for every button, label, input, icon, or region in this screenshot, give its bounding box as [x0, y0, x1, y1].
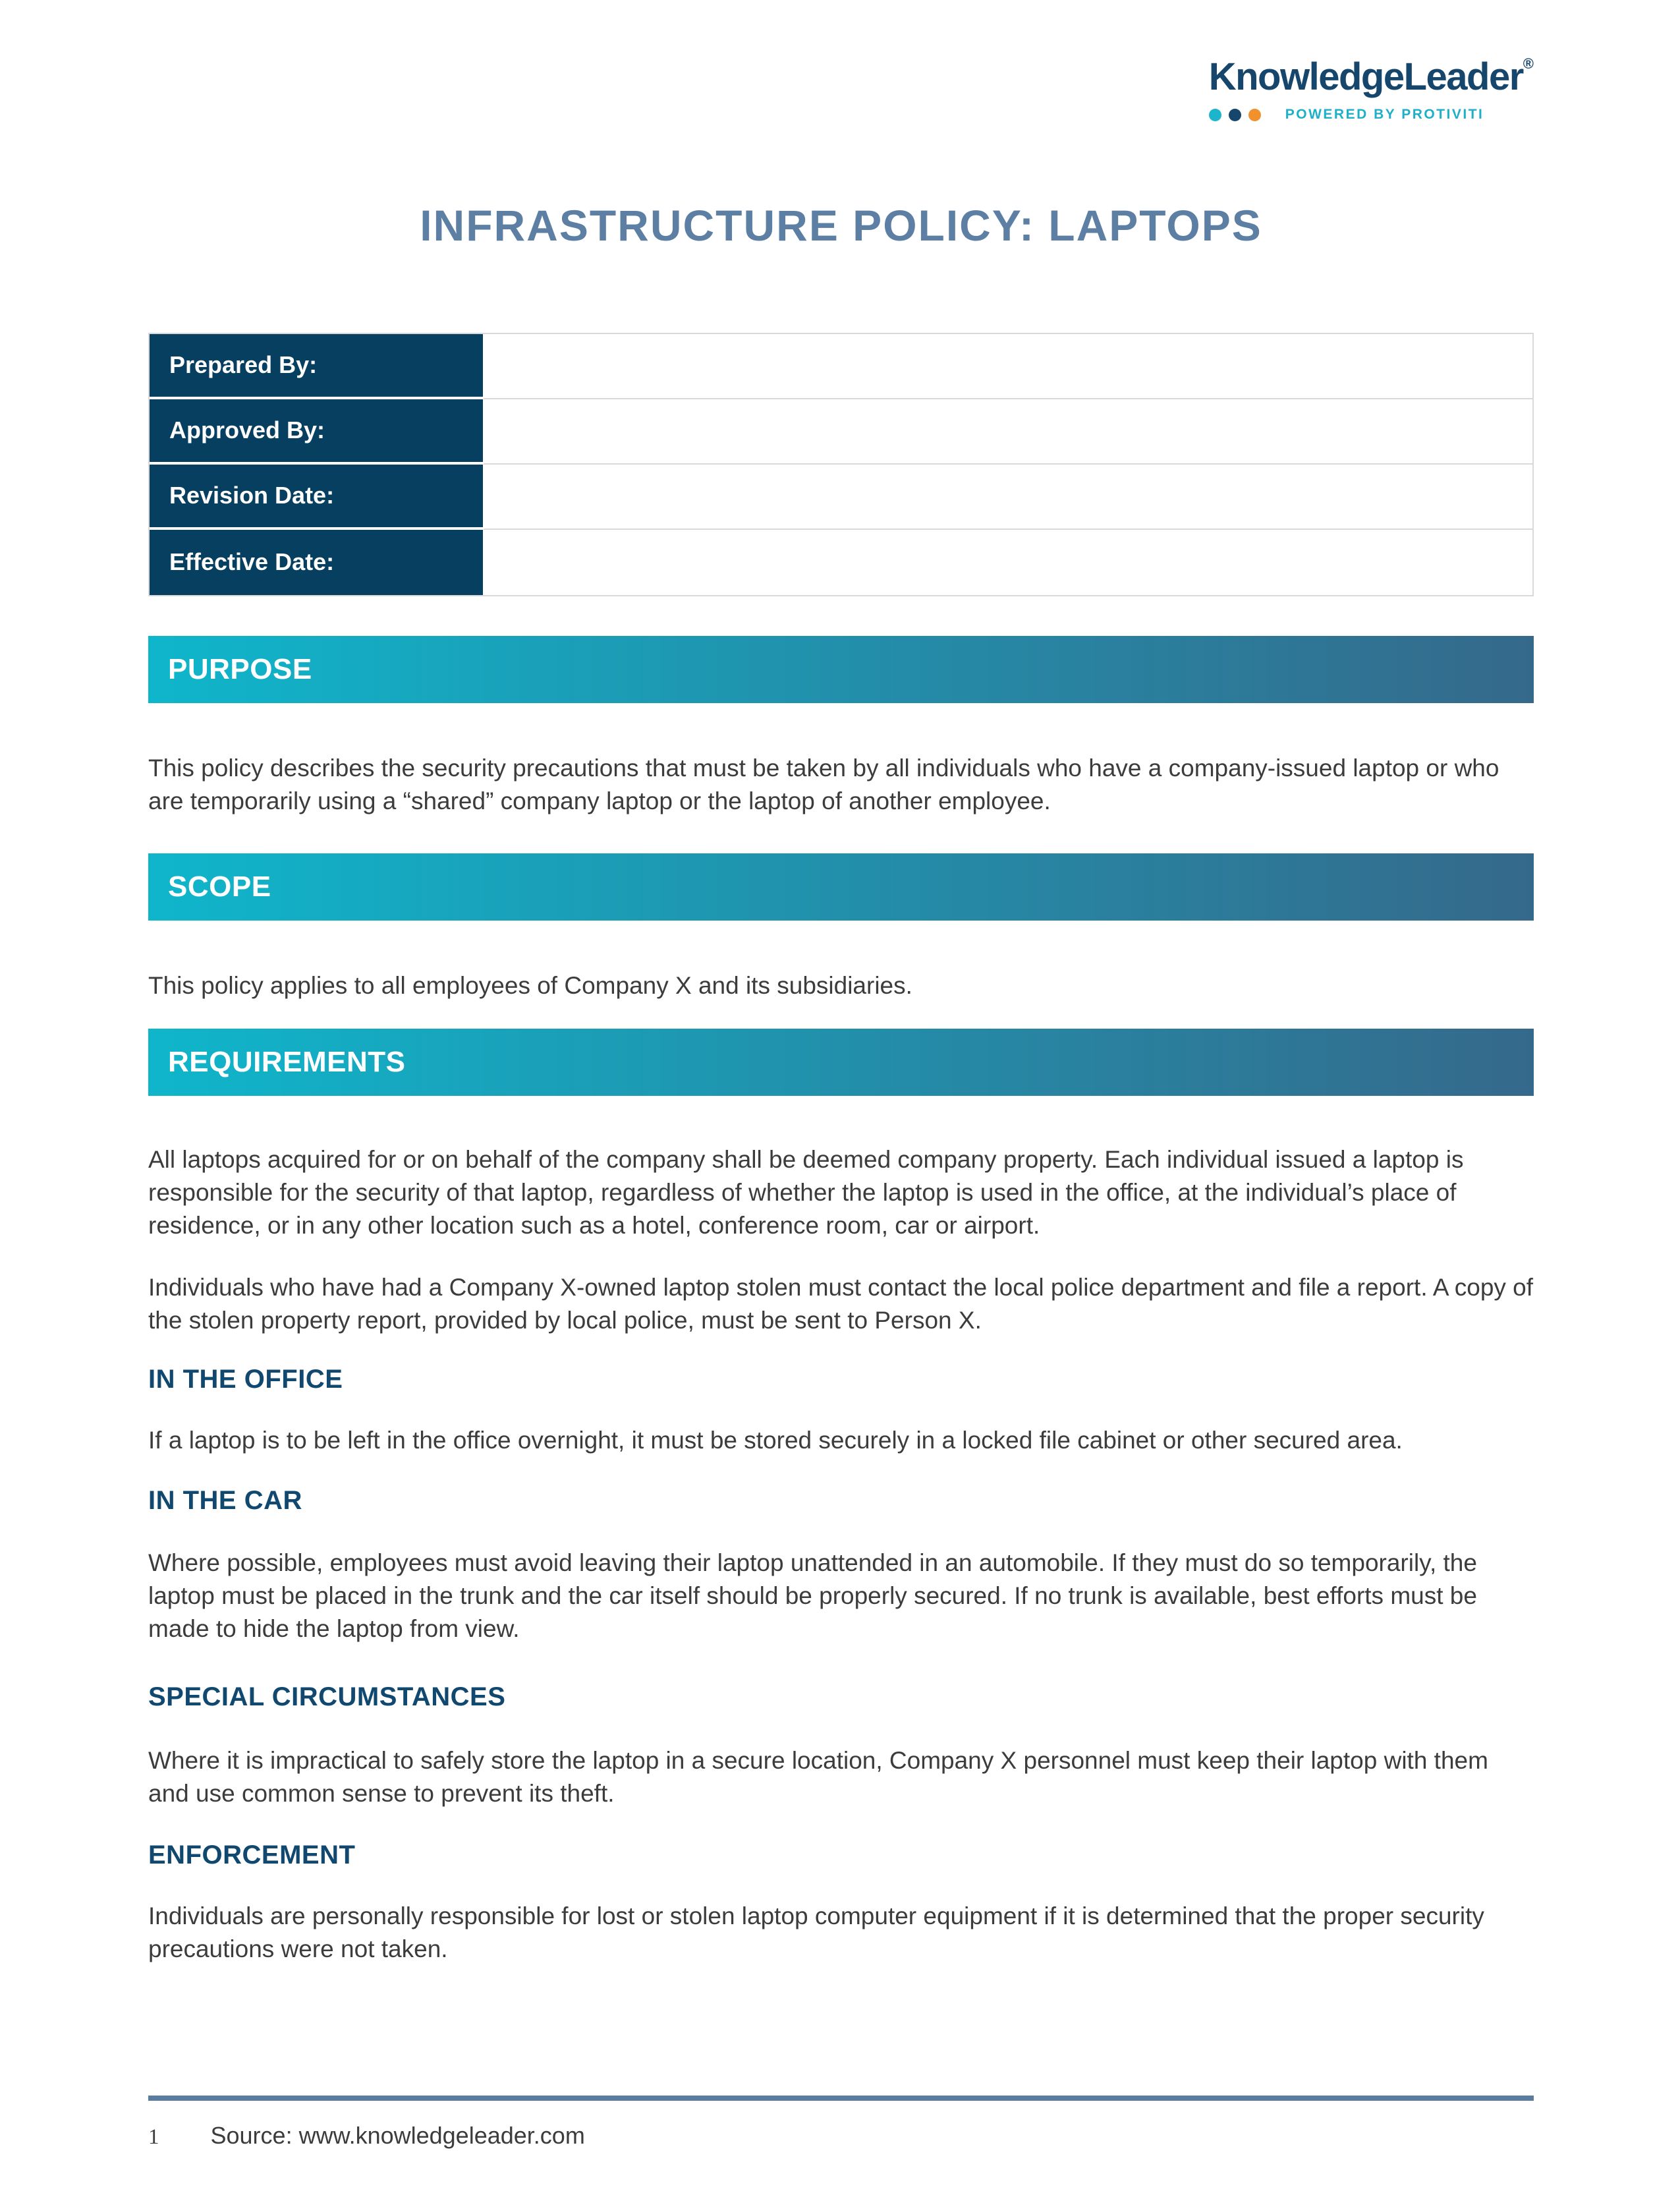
page-footer: [148, 2096, 1534, 2150]
scope-paragraph: This policy applies to all employees of Company X and its subsidiaries.: [148, 971, 912, 999]
purpose-paragraph: This policy describes the security precautions that must be taken by all individuals who have a company-issued laptop or who are temporarily using a “shared” company laptop or the laptop of another employee.: [148, 754, 1499, 814]
enforcement-paragraph: Individuals are personally responsible for lost or stolen laptop computer equipment if it is determined that the proper security precautions were not taken.: [148, 1902, 1484, 1962]
logo-dot-navy-icon: [1229, 109, 1241, 121]
knowledgeleader-logo: [1208, 55, 1534, 123]
table-row: [150, 399, 1532, 465]
section-header-requirements: REQUIREMENTS: [148, 1029, 1534, 1096]
requirements-paragraph-1: All laptops acquired for or on behalf of the company shall be deemed company property. Each individual issued a laptop is responsible for the security of that laptop, regardless of whether the laptop is used in the office, at the individual’s place of residence, or in any other location such as a hotel, conference room, car or airport.: [148, 1145, 1464, 1239]
subheading-enforcement: ENFORCEMENT: [148, 1840, 356, 1869]
meta-value-revision-date: [483, 465, 1532, 530]
logo-tagline-row: [1209, 107, 1534, 123]
requirements-paragraph-2: Individuals who have had a Company X-owned laptop stolen must contact the local police department and file a report. A copy of the stolen property report, provided by local police, must be sent to Person X.: [148, 1273, 1534, 1334]
footer-text-row: [148, 2122, 1534, 2150]
subheading-special-circumstances: SPECIAL CIRCUMSTANCES: [148, 1682, 506, 1711]
logo-tagline: POWERED BY PROTIVITI: [1285, 107, 1484, 122]
page-number: 1: [148, 2125, 159, 2149]
section-header-purpose: PURPOSE: [148, 636, 1534, 703]
section-requirements: [148, 1029, 1534, 1966]
source-text: Source: www.knowledgeleader.com: [210, 2122, 585, 2149]
subheading-in-the-car: IN THE CAR: [148, 1485, 302, 1515]
logo-wordmark-row: [1208, 55, 1534, 98]
section-header-scope: SCOPE: [148, 853, 1534, 921]
table-row: [150, 465, 1532, 530]
meta-label-approved-by: Approved By:: [150, 399, 483, 465]
in-the-office-paragraph: If a laptop is to be left in the office overnight, it must be stored securely in a locked file cabinet or other secured area.: [148, 1426, 1403, 1454]
in-the-car-paragraph: Where possible, employees must avoid leaving their laptop unattended in an automobile. If they must do so temporarily, the laptop must be placed in the trunk and the car itself should be properly secured. If no trunk is available, best efforts must be made to hide the laptop from view.: [148, 1549, 1477, 1642]
meta-value-prepared-by: [483, 334, 1532, 399]
section-purpose: [148, 636, 1534, 818]
table-row: [150, 530, 1532, 595]
meta-label-revision-date: Revision Date:: [150, 465, 483, 530]
meta-label-effective-date: Effective Date:: [150, 530, 483, 595]
logo-dot-orange-icon: [1248, 109, 1261, 121]
meta-value-effective-date: [483, 530, 1532, 595]
table-row: [150, 334, 1532, 399]
section-scope: [148, 853, 1534, 1002]
footer-divider: [148, 2096, 1534, 2101]
special-circumstances-paragraph: Where it is impractical to safely store the laptop in a secure location, Company X personnel must keep their laptop with them and use common sense to prevent its theft.: [148, 1746, 1488, 1807]
subheading-in-the-office: IN THE OFFICE: [148, 1364, 343, 1394]
meta-label-prepared-by: Prepared By:: [150, 334, 483, 399]
document-meta-table: [148, 333, 1534, 596]
registered-trademark-symbol: ®: [1523, 55, 1534, 72]
logo-dot-cyan-icon: [1209, 109, 1221, 121]
page-title: INFRASTRUCTURE POLICY: LAPTOPS: [420, 201, 1262, 250]
logo-wordmark: KnowledgeLeader: [1208, 55, 1523, 98]
meta-value-approved-by: [483, 399, 1532, 465]
